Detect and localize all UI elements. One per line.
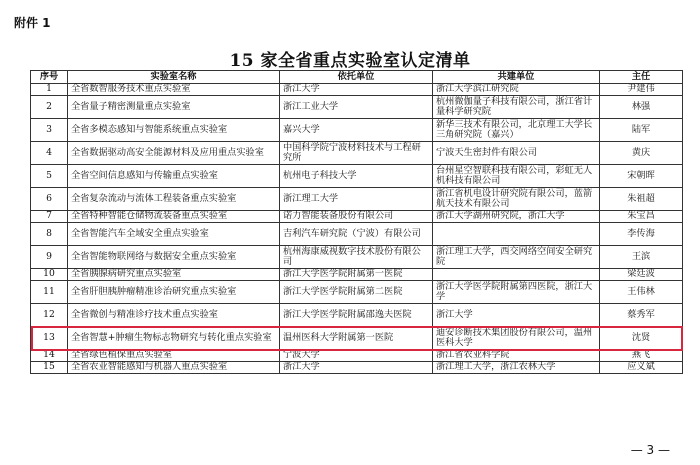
cell-lab-name: 全省肝胆胰肿瘤精准诊治研究重点实验室 — [68, 281, 280, 304]
lab-list-table — [30, 70, 683, 374]
cell-lab-name: 全省量子精密测量重点实验室 — [68, 96, 280, 119]
cell-index: 10 — [31, 269, 68, 281]
cell-director: 林强 — [600, 96, 683, 119]
cell-director: 王伟林 — [600, 281, 683, 304]
header-co-unit: 共建单位 — [433, 71, 600, 84]
cell-co-unit: 新华三技术有限公司，北京理工大学长三角研究院（嘉兴） — [433, 119, 600, 142]
cell-co-unit: 浙江大学医学院附属第四医院，浙江大学 — [433, 281, 600, 304]
table-row — [31, 304, 683, 327]
cell-index: 8 — [31, 223, 68, 246]
cell-lab-name: 全省数智服务技术重点实验室 — [68, 84, 280, 96]
cell-index: 13 — [31, 327, 68, 350]
cell-index: 14 — [31, 350, 68, 362]
cell-lab-name: 全省数据驱动高安全能源材料及应用重点实验室 — [68, 142, 280, 165]
table-row — [31, 362, 683, 374]
table-row — [31, 246, 683, 269]
cell-co-unit: 浙江理工大学，西交网络空间安全研究院 — [433, 246, 600, 269]
cell-index: 5 — [31, 165, 68, 188]
cell-director: 燕飞 — [600, 350, 683, 362]
header-index: 序号 — [31, 71, 68, 84]
cell-index: 9 — [31, 246, 68, 269]
table-row — [31, 142, 683, 165]
table-row — [31, 281, 683, 304]
cell-lab-name: 全省微创与精准诊疗技术重点实验室 — [68, 304, 280, 327]
cell-director: 陆军 — [600, 119, 683, 142]
cell-host-unit: 浙江大学医学院附属邵逸夫医院 — [280, 304, 433, 327]
cell-index: 2 — [31, 96, 68, 119]
cell-co-unit: 浙江大学滨江研究院 — [433, 84, 600, 96]
cell-director: 蔡秀军 — [600, 304, 683, 327]
cell-director: 应义斌 — [600, 362, 683, 374]
table-row — [31, 188, 683, 211]
table-row-highlighted — [31, 327, 683, 350]
header-host-unit: 依托单位 — [280, 71, 433, 84]
cell-co-unit: 浙江理工大学，浙江农林大学 — [433, 362, 600, 374]
table-header-row — [31, 71, 683, 84]
cell-host-unit: 中国科学院宁波材料技术与工程研究所 — [280, 142, 433, 165]
cell-director: 宋朝晖 — [600, 165, 683, 188]
cell-host-unit: 浙江大学 — [280, 84, 433, 96]
cell-host-unit: 浙江大学 — [280, 362, 433, 374]
cell-index: 6 — [31, 188, 68, 211]
document-title: 15 家全省重点实验室认定清单 — [229, 51, 471, 71]
cell-lab-name: 全省智能物联网络与数据安全重点实验室 — [68, 246, 280, 269]
cell-host-unit: 浙江理工大学 — [280, 188, 433, 211]
cell-host-unit: 宁波大学 — [280, 350, 433, 362]
cell-lab-name: 全省智能汽车全域安全重点实验室 — [68, 223, 280, 246]
cell-lab-name: 全省胰腺病研究重点实验室 — [68, 269, 280, 281]
cell-lab-name: 全省多模态感知与智能系统重点实验室 — [68, 119, 280, 142]
cell-host-unit: 杭州海康威视数字技术股份有限公司 — [280, 246, 433, 269]
cell-co-unit: 浙江省农业科学院 — [433, 350, 600, 362]
cell-index: 7 — [31, 211, 68, 223]
cell-host-unit: 诺力智能装备股份有限公司 — [280, 211, 433, 223]
table-row — [31, 350, 683, 362]
cell-index: 3 — [31, 119, 68, 142]
page-number: — 3 — — [630, 443, 670, 457]
cell-director: 沈贤 — [600, 327, 683, 350]
cell-director: 梁廷波 — [600, 269, 683, 281]
cell-co-unit: 迪安诊断技术集团股份有限公司，温州医科大学 — [433, 327, 600, 350]
cell-co-unit: 浙江省机电设计研究院有限公司，蓝箭航天技术有限公司 — [433, 188, 600, 211]
header-lab-name: 实验室名称 — [68, 71, 280, 84]
cell-host-unit: 吉利汽车研究院（宁波）有限公司 — [280, 223, 433, 246]
cell-index: 1 — [31, 84, 68, 96]
cell-host-unit: 浙江工业大学 — [280, 96, 433, 119]
cell-index: 4 — [31, 142, 68, 165]
cell-host-unit: 温州医科大学附属第一医院 — [280, 327, 433, 350]
cell-index: 12 — [31, 304, 68, 327]
cell-director: 黄庆 — [600, 142, 683, 165]
table-row — [31, 223, 683, 246]
cell-lab-name: 全省绿色植保重点实验室 — [68, 350, 280, 362]
cell-director: 尹建伟 — [600, 84, 683, 96]
table-row — [31, 84, 683, 96]
cell-lab-name: 全省智慧+肿瘤生物标志物研究与转化重点实验室 — [68, 327, 280, 350]
table-row — [31, 96, 683, 119]
table-row — [31, 165, 683, 188]
cell-director: 朱祖超 — [600, 188, 683, 211]
table-row — [31, 119, 683, 142]
cell-lab-name: 全省农业智能感知与机器人重点实验室 — [68, 362, 280, 374]
cell-index: 15 — [31, 362, 68, 374]
cell-co-unit: 浙江大学 — [433, 304, 600, 327]
cell-index: 11 — [31, 281, 68, 304]
cell-host-unit: 浙江大学医学院附属第二医院 — [280, 281, 433, 304]
cell-lab-name: 全省特种智能仓储物流装备重点实验室 — [68, 211, 280, 223]
cell-host-unit: 浙江大学医学院附属第一医院 — [280, 269, 433, 281]
cell-lab-name: 全省复杂流动与流体工程装备重点实验室 — [68, 188, 280, 211]
cell-host-unit: 杭州电子科技大学 — [280, 165, 433, 188]
table-row — [31, 211, 683, 223]
cell-co-unit — [433, 269, 600, 281]
cell-co-unit: 宁波天生密封件有限公司 — [433, 142, 600, 165]
cell-co-unit: 杭州微伽量子科技有限公司，浙江省计量科学研究院 — [433, 96, 600, 119]
attachment-label: 附件 1 — [14, 16, 51, 30]
cell-director: 朱宝昌 — [600, 211, 683, 223]
cell-director: 王滨 — [600, 246, 683, 269]
cell-lab-name: 全省空间信息感知与传输重点实验室 — [68, 165, 280, 188]
cell-co-unit: 浙江大学湖州研究院，浙江大学 — [433, 211, 600, 223]
cell-host-unit: 嘉兴大学 — [280, 119, 433, 142]
cell-director: 李传海 — [600, 223, 683, 246]
header-director: 主任 — [600, 71, 683, 84]
cell-co-unit — [433, 223, 600, 246]
cell-co-unit: 台州星空智联科技有限公司，彩虹无人机科技有限公司 — [433, 165, 600, 188]
table-row — [31, 269, 683, 281]
